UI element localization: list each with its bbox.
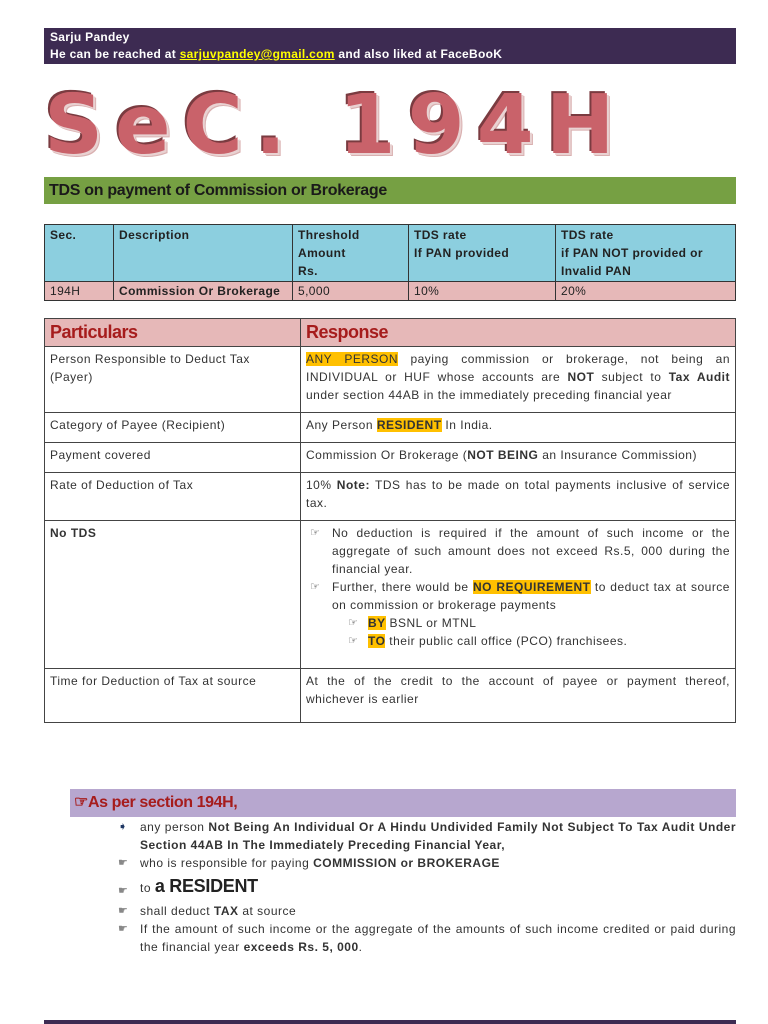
row-response: 10% Note: TDS has to be made on total payments inclusive of service tax. (301, 473, 736, 521)
email-link[interactable]: sarjuvpandey@gmail.com (179, 47, 335, 61)
checkmark-bullet-icon: ☛ (118, 923, 129, 935)
rate-table-header (45, 225, 736, 282)
particulars-table (44, 318, 736, 723)
checkmark-bullet-icon: ☛ (118, 857, 129, 869)
hand-pointer-icon: ☞ (310, 581, 321, 593)
cell-sec: 194H (45, 282, 114, 301)
row-label: Rate of Deduction of Tax (45, 473, 301, 521)
cell-description: Commission Or Brokerage (114, 282, 293, 301)
list-item: ☛ to a RESIDENT (118, 872, 736, 902)
row-response (301, 521, 736, 669)
row-response: Commission Or Brokerage (NOT BEING an Insurance Commission) (301, 443, 736, 473)
list-item: ☛ If the amount of such income or the aggregate of the amounts of such income credited or paid during the financial year exceeds Rs. 5, 000. (118, 922, 736, 954)
table-row (45, 413, 736, 443)
row-label: Category of Payee (Recipient) (45, 413, 301, 443)
row-response: ANY PERSON paying commission or brokerage, not being an INDIVIDUAL or HUF whose accounts are NOT subject to Tax Audit under section 44AB in the immediately preceding financial year (301, 347, 736, 413)
list-item: ☛ who is responsible for paying COMMISSION or BROKERAGE (118, 856, 500, 870)
rate-table (44, 224, 736, 301)
section-note-list (118, 817, 736, 956)
cell-rate-pan: 10% (409, 282, 556, 301)
cell-threshold: 5,000 (293, 282, 409, 301)
table-row (45, 473, 736, 521)
hand-pointer-icon: ☞ (310, 527, 321, 539)
author-header (44, 28, 736, 64)
list-item: ➧ any person Not Being An Individual Or A Hindu Undivided Family Not Subject To Tax Audit Under Section 44AB In The Immediately Preceding Financial Year, (118, 820, 736, 852)
author-name: Sarju Pandey (50, 30, 130, 44)
table-row (45, 443, 736, 473)
hand-pointer-icon: ☞ (348, 617, 359, 629)
col-threshold: Threshold Amount Rs. (293, 225, 409, 282)
col-particulars: Particulars (45, 319, 301, 347)
col-sec: Sec. (45, 225, 114, 282)
arrow-bullet-icon: ➧ (118, 821, 128, 833)
list-item: ☛ shall deduct TAX at source (118, 904, 297, 918)
list-item: ☞ TO their public call office (PCO) franchisees. (348, 634, 628, 648)
table-row (45, 669, 736, 723)
list-item: ☞ Further, there would be NO REQUIREMENT to deduct tax at source on commission or brokerage payments (310, 580, 730, 612)
row-response: Any Person RESIDENT In India. (301, 413, 736, 443)
row-label: No TDS (45, 521, 301, 669)
list-item: ☞ No deduction is required if the amount of such income or the aggregate of such amount does not exceed Rs.5, 000 during the financial year. (310, 526, 730, 576)
table-row (45, 282, 736, 301)
footer-divider (44, 1020, 736, 1024)
col-rate-pan: TDS rate If PAN provided (409, 225, 556, 282)
hand-pointer-icon: ☞ (348, 635, 359, 647)
col-description: Description (114, 225, 293, 282)
checkmark-bullet-icon: ☛ (118, 885, 129, 897)
col-response: Response (301, 319, 736, 347)
row-label: Payment covered (45, 443, 301, 473)
hand-pointer-icon: ☞ (74, 794, 88, 811)
checkmark-bullet-icon: ☛ (118, 905, 129, 917)
table-row (45, 347, 736, 413)
list-item: ☞ BY BSNL or MTNL (348, 616, 477, 630)
contact-line: He can be reached at sarjuvpandey@gmail.com and also liked at FaceBooK (50, 47, 503, 61)
cell-rate-no-pan: 20% (556, 282, 736, 301)
table-row (45, 521, 736, 669)
page-title: SeC. 194H (44, 78, 627, 173)
row-label: Time for Deduction of Tax at source (45, 669, 301, 723)
section-note-bar: ☞As per section 194H, (70, 789, 736, 817)
subtitle-bar: TDS on payment of Commission or Brokerage (44, 177, 736, 204)
particulars-header (45, 319, 736, 347)
no-tds-list (306, 524, 730, 650)
row-label: Person Responsible to Deduct Tax (Payer) (45, 347, 301, 413)
row-response: At the of the credit to the account of payee or payment thereof, whichever is earlier (301, 669, 736, 723)
col-rate-no-pan: TDS rate if PAN NOT provided or Invalid PAN (556, 225, 736, 282)
